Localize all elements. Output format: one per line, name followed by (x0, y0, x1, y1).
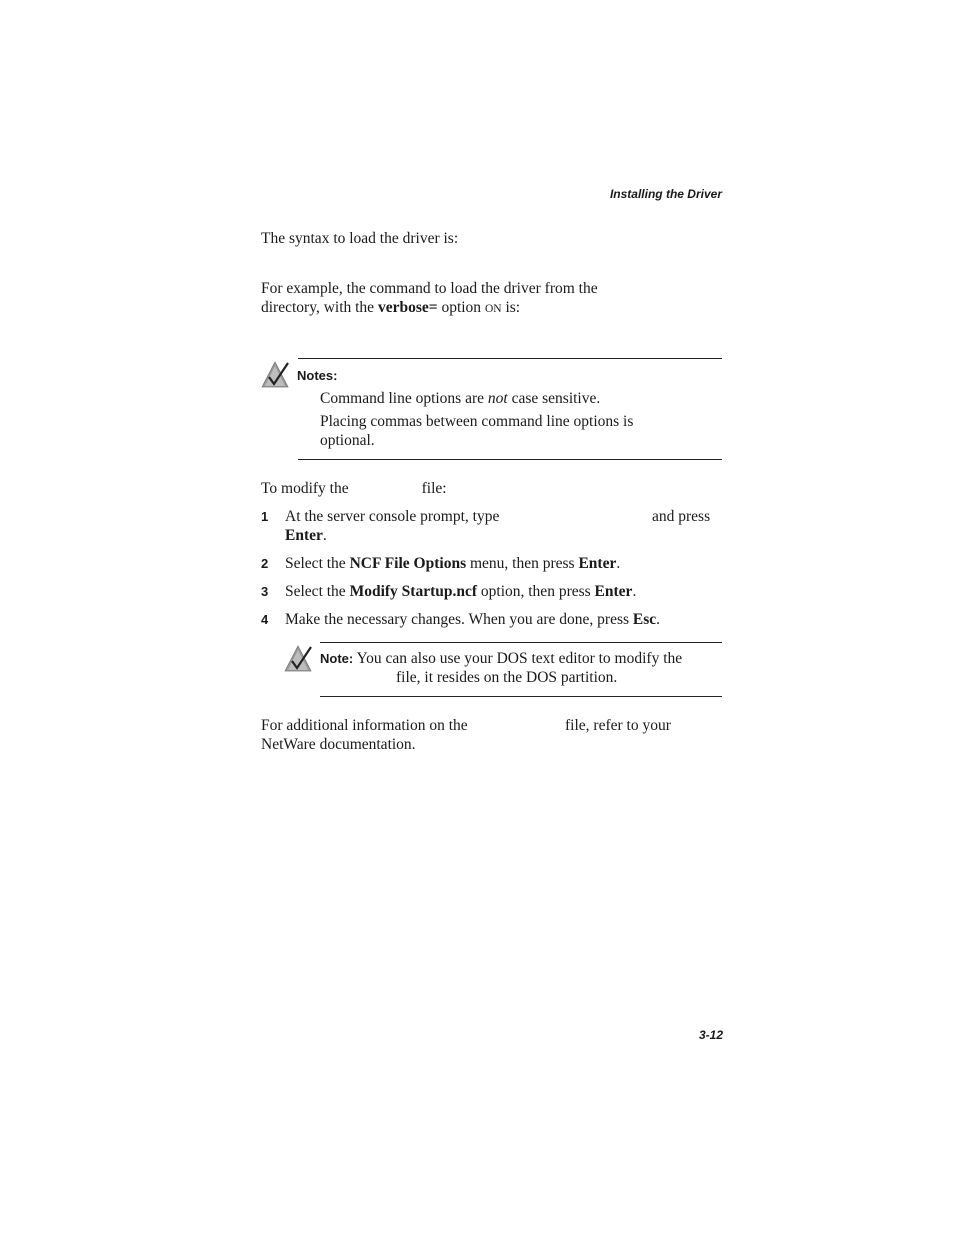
enter-key: Enter (285, 527, 323, 544)
additional-info-paragraph (261, 716, 723, 754)
step-1-end: . (322, 527, 327, 544)
step-1-text: At the server console prompt, type (285, 508, 500, 525)
step-4-number: 4 (261, 612, 269, 627)
step-3-text: option, then press (477, 583, 595, 600)
step-2-text: Select the (285, 555, 350, 572)
step-4-text: Make the necessary changes. When you are done, press (285, 611, 633, 628)
modify-text: file: (421, 480, 447, 497)
example-line-2 (261, 298, 723, 319)
example-text: directory, with the (261, 299, 378, 316)
enter-key: Enter (594, 583, 633, 600)
verbose-option: verbose= (377, 299, 438, 316)
step-3 (285, 582, 725, 601)
modify-text: To modify the (261, 480, 349, 497)
note-1-emphasis: not (487, 390, 508, 407)
example-paragraph (261, 279, 723, 319)
page-number: 3-12 (698, 1028, 723, 1042)
notes-top-rule (298, 358, 722, 359)
step-1-text: and press (652, 508, 711, 525)
step-1 (285, 507, 725, 545)
step-4 (285, 610, 725, 629)
syntax-paragraph: The syntax to load the driver is: (261, 230, 459, 247)
note-line-2: file, it resides on the DOS partition. (396, 669, 618, 686)
step-2-text: menu, then press (466, 555, 579, 572)
step-4-end: . (656, 611, 661, 628)
notes-bottom-rule (298, 459, 722, 460)
checkmark-note-icon (284, 643, 314, 673)
example-text: option (437, 299, 485, 316)
step-1-number: 1 (261, 509, 269, 524)
note-label: Note: (320, 651, 354, 666)
note-line-1: You can also use your DOS text editor to modify the (353, 650, 683, 667)
modify-intro (261, 479, 723, 498)
note-1 (320, 389, 720, 408)
note-2 (320, 412, 720, 450)
note-1-text: Command line options are (320, 390, 488, 407)
step-3-end: . (632, 583, 637, 600)
enter-key: Enter (578, 555, 617, 572)
step-3-text: Select the (285, 583, 350, 600)
note-text (320, 649, 725, 687)
step-2-number: 2 (261, 556, 269, 571)
additional-info-text: file, refer to your (565, 717, 671, 734)
notes-label: Notes: (297, 368, 338, 383)
step-2-end: . (616, 555, 621, 572)
example-text: is: (501, 299, 521, 316)
note-bottom-rule (320, 696, 722, 697)
additional-info-line-2: NetWare documentation. (261, 736, 416, 753)
running-header: Installing the Driver (609, 187, 722, 201)
note-2-line-1: Placing commas between command line options is (320, 413, 634, 430)
note-top-rule (320, 642, 722, 643)
additional-info-text: For additional information on the (261, 717, 468, 734)
example-line-1: For example, the command to load the driver from the (261, 280, 598, 297)
modify-startup-option: Modify Startup.ncf (349, 583, 478, 600)
note-1-text: case sensitive. (507, 390, 601, 407)
step-2 (285, 554, 725, 573)
note-2-line-2: optional. (320, 432, 375, 449)
step-3-number: 3 (261, 584, 269, 599)
ncf-file-options-menu: NCF File Options (349, 555, 467, 572)
esc-key: Esc (632, 611, 657, 628)
on-value: ON (484, 303, 502, 315)
checkmark-note-icon (261, 359, 291, 389)
